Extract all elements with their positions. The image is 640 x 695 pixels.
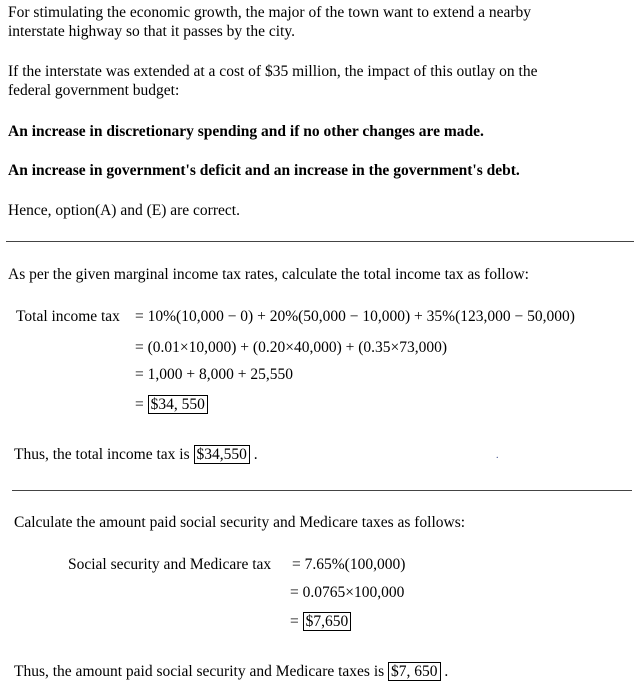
income-tax-eq4-prefix: = — [135, 396, 144, 413]
divider-2 — [12, 490, 632, 491]
stray-dot: . — [496, 450, 499, 461]
social-security-eq3 — [290, 613, 351, 632]
income-tax-label: Total income tax — [16, 308, 120, 325]
income-tax-eq3: = 1,000 + 8,000 + 25,550 — [135, 366, 293, 383]
intro-line-2: interstate highway so that it passes by the city. — [8, 23, 295, 40]
social-security-conclusion-suffix: . — [444, 663, 449, 680]
social-security-conclusion-box: $7, 650 — [388, 662, 441, 681]
question-line-2: federal government budget: — [8, 82, 180, 99]
income-tax-eq2: = (0.01×10,000) + (0.20×40,000) + (0.35×73,000) — [135, 339, 448, 356]
social-security-intro: Calculate the amount paid social security and Medicare taxes as follows: — [14, 514, 466, 531]
social-security-result-box: $7,650 — [303, 612, 352, 631]
question-line-1: If the interstate was extended at a cost of $35 million, the impact of this outlay on the — [8, 63, 538, 80]
social-security-eq2: = 0.0765×100,000 — [290, 584, 405, 601]
social-security-label: Social security and Medicare tax — [68, 556, 272, 573]
income-tax-conclusion-box: $34,550 — [194, 445, 250, 464]
social-security-eq1: = 7.65%(100,000) — [292, 556, 406, 573]
divider-1 — [6, 241, 634, 242]
intro-line-1: For stimulating the economic growth, the major of the town want to extend a nearby — [8, 4, 531, 21]
income-tax-eq1: = 10%(10,000 − 0) + 20%(50,000 − 10,000) + 35%(123,000 − 50,000) — [135, 308, 575, 325]
income-tax-conclusion — [14, 446, 258, 465]
income-tax-conclusion-prefix: Thus, the total income tax is — [14, 446, 190, 463]
income-tax-result-box: $34, 550 — [148, 395, 208, 414]
income-tax-eq4 — [135, 396, 208, 415]
social-security-conclusion — [14, 663, 448, 682]
section1-conclusion: Hence, option(A) and (E) are correct. — [8, 202, 240, 219]
answer-bold-1: An increase in discretionary spending and if no other changes are made. — [8, 123, 484, 140]
social-security-conclusion-prefix: Thus, the amount paid social security and Medicare taxes is — [14, 663, 385, 680]
social-security-eq3-prefix: = — [290, 613, 299, 630]
income-tax-intro: As per the given marginal income tax rates, calculate the total income tax as follow: — [8, 266, 529, 283]
answer-bold-2: An increase in government's deficit and an increase in the government's debt. — [8, 162, 520, 179]
income-tax-conclusion-suffix: . — [253, 446, 258, 463]
